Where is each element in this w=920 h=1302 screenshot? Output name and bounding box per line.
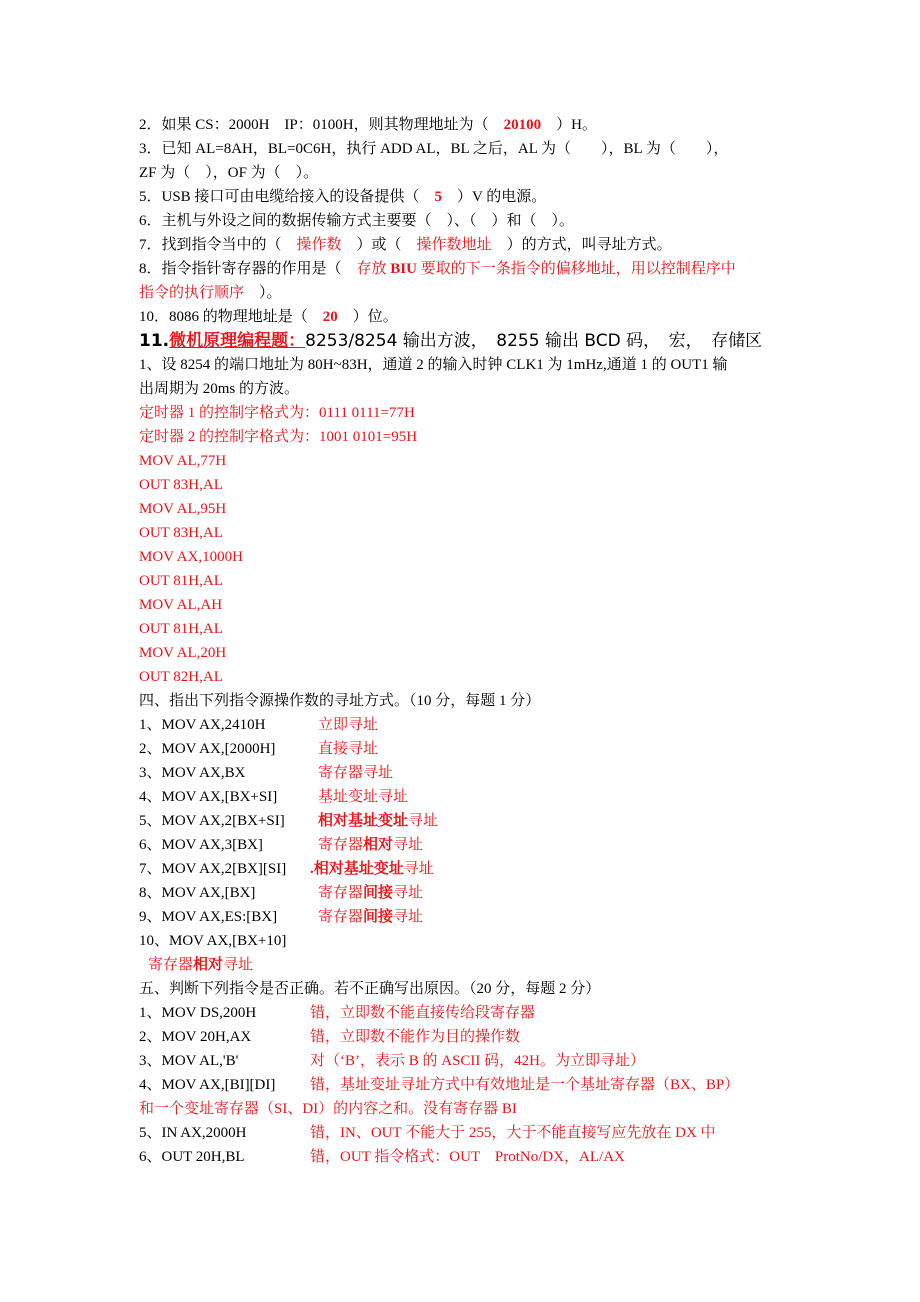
problem-1-line1: 1、设 8254 的端口地址为 80H~83H，通道 2 的输入时钟 CLK1 为 1mHz,通道 1 的 OUT1 输 [139, 357, 728, 373]
section-4-list [139, 713, 789, 977]
answer-text: 20 [322, 309, 338, 325]
list-item: 4、MOV AX,[BI][DI] 错，基址变址寻址方式中有效地址是一个基址寄存器（BX、BP） [139, 1077, 740, 1093]
question-3-line2: ZF 为（ ），OF 为（ ）。 [139, 165, 319, 181]
problem-1-line2: 出周期为 20ms 的方波。 [139, 381, 300, 397]
list-item: 6、MOV AX,3[BX] 寄存器相对寻址 [139, 837, 424, 853]
list-item: 3、MOV AL,'B' 对（‘B’，表示 B 的 ASCII 码，42H。为立即寻址） [139, 1053, 646, 1069]
question-3-line1: 3．已知 AL=8AH，BL=0C6H，执行 ADD AL，BL 之后，AL 为（ ），BL 为（ ）， [139, 141, 729, 157]
list-item: 2、MOV 20H,AX 错，立即数不能作为目的操作数 [139, 1029, 521, 1045]
section-5-title: 五、判断下列指令是否正确。若不正确写出原因。（20 分，每题 2 分） [139, 981, 601, 997]
list-item: 7、MOV AX,2[BX][SI] .相对基址变址寻址 [139, 861, 434, 877]
list-item: 4、MOV AX,[BX+SI] 基址变址寻址 [139, 789, 409, 805]
list-item: 5、IN AX,2000H 错，IN、OUT 不能大于 255，大于不能直接写应先放在 DX 中 [139, 1125, 716, 1141]
list-item: 2、MOV AX,[2000H] 直接寻址 [139, 741, 379, 757]
document-page [139, 113, 789, 1169]
question-7: 7．找到指令当中的（ 操作数 ）或（ 操作数地址 ）的方式，叫寻址方式。 [139, 237, 672, 253]
code-line: OUT 83H,AL [139, 477, 223, 493]
section-4-title: 四、指出下列指令源操作数的寻址方式。（10 分，每题 1 分） [139, 693, 541, 709]
list-item: 9、MOV AX,ES:[BX] 寄存器间接寻址 [139, 909, 424, 925]
code-line: OUT 83H,AL [139, 525, 223, 541]
list-item-answer: 寄存器相对寻址 [148, 957, 254, 973]
list-item: 5、MOV AX,2[BX+SI] 相对基址变址寻址 [139, 813, 439, 829]
answer-code-block [139, 401, 789, 689]
list-item: 1、MOV AX,2410H 立即寻址 [139, 717, 379, 733]
answer-text: 操作数 [296, 237, 342, 253]
code-line: 定时器 2 的控制字格式为：1001 0101=95H [139, 429, 418, 445]
section-11-heading: 11.微机原理编程题：8253/8254 输出方波， 8255 输出 BCD 码， 宏， 存储区 [139, 331, 763, 351]
section-5-list [139, 1001, 789, 1169]
question-2: 2．如果 CS：2000H IP：0100H，则其物理地址为（ 20100 ）H。 [139, 117, 597, 133]
answer-text: 操作数地址 [416, 237, 492, 253]
code-line: MOV AL,AH [139, 597, 223, 613]
code-line: MOV AL,95H [139, 501, 227, 517]
answer-text: 20100 [503, 117, 542, 133]
answer-text: 5 [434, 189, 442, 205]
code-line: OUT 81H,AL [139, 621, 223, 637]
code-line: 定时器 1 的控制字格式为：0111 0111=77H [139, 405, 415, 421]
section-11-title: 微机原理编程题： [169, 331, 306, 351]
list-item: 3、MOV AX,BX 寄存器寻址 [139, 765, 394, 781]
question-8-line2: 指令的执行顺序 ）。 [139, 285, 282, 301]
code-line: MOV AL,20H [139, 645, 227, 661]
code-line: OUT 82H,AL [139, 669, 223, 685]
question-10: 10．8086 的物理地址是（ 20 ）位。 [139, 309, 398, 325]
code-line: OUT 81H,AL [139, 573, 223, 589]
code-line: MOV AL,77H [139, 453, 227, 469]
list-item: 1、MOV DS,200H 错，立即数不能直接传给段寄存器 [139, 1005, 536, 1021]
list-item-continuation: 和一个变址寄存器（SI、DI）的内容之和。没有寄存器 BI [139, 1101, 517, 1117]
question-8-line1: 8．指令指针寄存器的作用是（ 存放 BIU 要取的下一条指令的偏移地址，用以控制程序中 [139, 261, 736, 277]
code-line: MOV AX,1000H [139, 549, 243, 565]
question-6: 6．主机与外设之间的数据传输方式主要要（ ）、（ ）和（ ）。 [139, 213, 575, 229]
question-5: 5．USB 接口可由电缆给接入的设备提供（ 5 ）V 的电源。 [139, 189, 547, 205]
list-item: 8、MOV AX,[BX] 寄存器间接寻址 [139, 885, 424, 901]
list-item: 10、MOV AX,[BX+10] [139, 933, 287, 949]
list-item: 6、OUT 20H,BL 错，OUT 指令格式：OUT ProtNo/DX，AL/AX [139, 1149, 625, 1165]
